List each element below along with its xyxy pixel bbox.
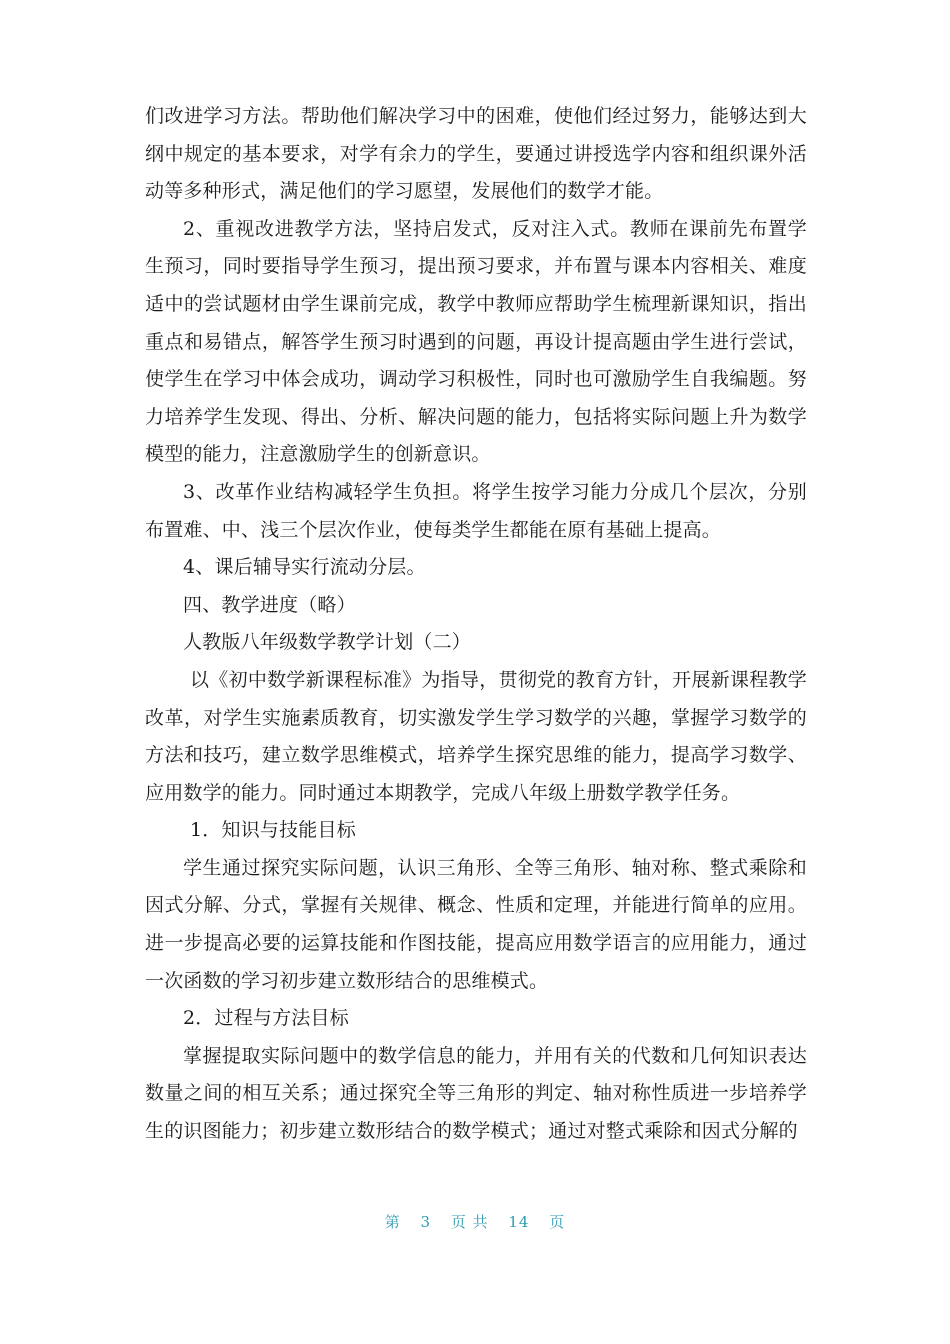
paragraph-continuation: 们改进学习方法。帮助他们解决学习中的困难，使他们经过努力，能够达到大纲中规定的基本要求，对学有余力的学生，要通过讲授选学内容和组织课外活动等多种形式，满足他们的学习愿望，发展他们的数学才能。 [145,105,807,203]
paragraph-knowledge-goals: 学生通过探究实际问题，认识三角形、全等三角形、轴对称、整式乘除和因式分解、分式，掌握有关规律、概念、性质和定理，并能进行简单的应用。进一步提高必要的运算技能和作图技能，提高应用数学语言的应用能力，通过一次函数的学习初步建立数形结合的思维模式。 [145,856,807,992]
document-body [145,98,807,1151]
footer-current-page: 3 [420,1213,432,1231]
paragraph-item-2: 2、重视改进教学方法，坚持启发式，反对注入式。教师在课前先布置学生预习，同时要指导学生预习，提出预习要求，并布置与课本内容相关、难度适中的尝试题材由学生课前完成，教学中教师应帮助学生梳理新课知识，指出重点和易错点，解答学生预习时遇到的问题，再设计提高题由学生进行尝试，使学生在学习中体会成功，调动学习积极性，同时也可激励学生自我编题。努力培养学生发现、得出、分析、解决问题的能力，包括将实际问题上升为数学模型的能力，注意激励学生的创新意识。 [145,217,807,466]
paragraph-process-goals: 掌握提取实际问题中的数学信息的能力，并用有关的代数和几何知识表达数量之间的相互关系；通过探究全等三角形的判定、轴对称性质进一步培养学生的识图能力；初步建立数形结合的数学模式；通过对整式乘除和因式分解的 [145,1044,807,1143]
page-footer [0,1211,950,1232]
paragraph-intro: 以《初中数学新课程标准》为指导，贯彻党的教育方针，开展新课程教学改革，对学生实施素质教育，切实激发学生学习数学的兴趣，掌握学习数学的方法和技巧，建立数学思维模式，培养学生探究思维的能力，提高学习数学、应用数学的能力。同时通过本期教学，完成八年级上册数学教学任务。 [145,668,807,804]
paragraph-item-3: 3、改革作业结构减轻学生负担。将学生按学习能力分成几个层次，分别布置难、中、浅三个层次作业，使每类学生都能在原有基础上提高。 [145,480,807,541]
heading-process-goals: 2．过程与方法目标 [183,1007,349,1030]
footer-word-ye: 页 [549,1213,566,1231]
heading-knowledge-goals: 1．知识与技能目标 [190,819,356,842]
footer-word-di: 第 [384,1213,401,1231]
footer-total-pages: 14 [508,1213,530,1231]
section-heading-progress: 四、教学进度（略） [183,593,356,616]
document-subtitle: 人教版八年级数学教学计划（二） [183,631,472,654]
footer-word-ye-gong: 页 共 [450,1213,489,1231]
paragraph-item-4: 4、课后辅导实行流动分层。 [183,556,426,579]
